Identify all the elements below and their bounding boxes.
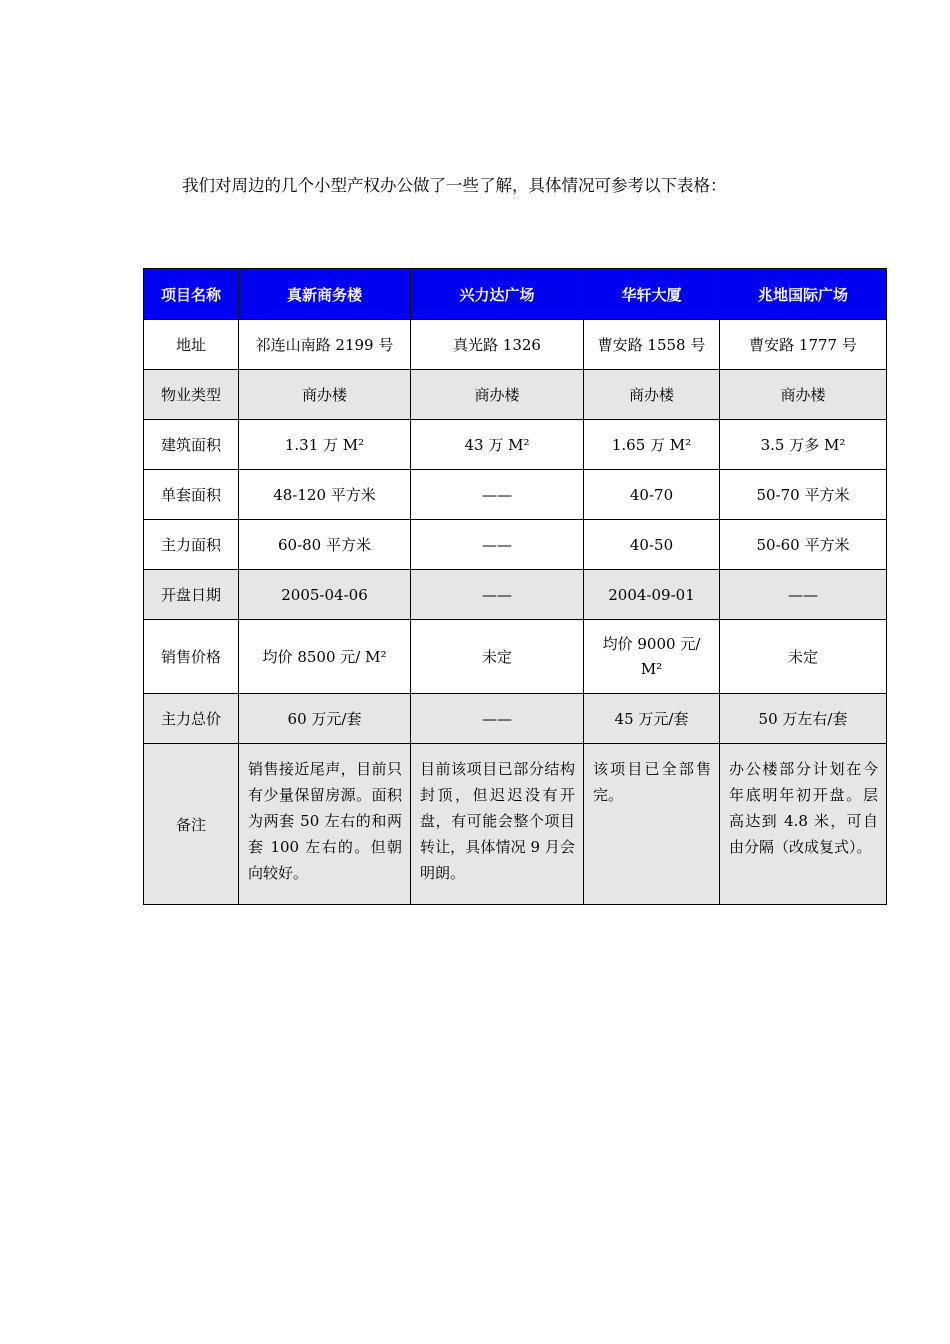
table-row-sale-price <box>144 620 887 694</box>
table-cell: 40-70 <box>584 470 720 520</box>
table-cell: 未定 <box>411 620 584 694</box>
row-label: 主力面积 <box>144 520 239 570</box>
row-label: 地址 <box>144 320 239 370</box>
table-cell: 1.31 万 M² <box>239 420 411 470</box>
row-label: 开盘日期 <box>144 570 239 620</box>
row-label: 物业类型 <box>144 370 239 420</box>
table-cell: 祁连山南路 2199 号 <box>239 320 411 370</box>
table-cell: 50 万左右/套 <box>720 694 887 744</box>
table-cell: 1.65 万 M² <box>584 420 720 470</box>
row-label: 销售价格 <box>144 620 239 694</box>
table-cell: 3.5 万多 M² <box>720 420 887 470</box>
table-cell: 48-120 平方米 <box>239 470 411 520</box>
row-label: 备注 <box>144 744 239 905</box>
table-cell: 商办楼 <box>720 370 887 420</box>
table-cell: —— <box>720 570 887 620</box>
table-row-remarks <box>144 744 887 905</box>
header-cell-zhenxin: 真新商务楼 <box>239 269 411 320</box>
table-cell: —— <box>411 570 584 620</box>
remark-cell: 办公楼部分计划在今年底明年初开盘。层高达到 4.8 米，可自由分隔（改成复式）。 <box>720 744 887 905</box>
table-row-building-area <box>144 420 887 470</box>
table-row-address <box>144 320 887 370</box>
header-cell-huaxuan: 华轩大厦 <box>584 269 720 320</box>
table-cell: 未定 <box>720 620 887 694</box>
table-cell: 60-80 平方米 <box>239 520 411 570</box>
remark-cell: 目前该项目已部分结构封顶，但迟迟没有开盘，有可能会整个项目转让，具体情况 9 月会明朗。 <box>411 744 584 905</box>
table-cell: 曹安路 1558 号 <box>584 320 720 370</box>
project-comparison-table <box>143 268 887 905</box>
row-label: 单套面积 <box>144 470 239 520</box>
table-row-total-price <box>144 694 887 744</box>
table-cell: 商办楼 <box>411 370 584 420</box>
table-cell: 60 万元/套 <box>239 694 411 744</box>
table-cell: —— <box>411 470 584 520</box>
table-cell: 43 万 M² <box>411 420 584 470</box>
table-cell: 曹安路 1777 号 <box>720 320 887 370</box>
remark-cell: 该项目已全部售完。 <box>584 744 720 905</box>
row-label: 建筑面积 <box>144 420 239 470</box>
table-row-main-area <box>144 520 887 570</box>
table-cell: 45 万元/套 <box>584 694 720 744</box>
remark-cell: 销售接近尾声，目前只有少量保留房源。面积为两套 50 左右的和两套 100 左右的。但朝向较好。 <box>239 744 411 905</box>
table-cell: —— <box>411 520 584 570</box>
table-cell: 50-60 平方米 <box>720 520 887 570</box>
table-header-row <box>144 269 887 320</box>
table-cell: 2004-09-01 <box>584 570 720 620</box>
header-cell-zhaodi: 兆地国际广场 <box>720 269 887 320</box>
header-cell-xinglida: 兴力达广场 <box>411 269 584 320</box>
table-cell: 真光路 1326 <box>411 320 584 370</box>
table-cell: 商办楼 <box>584 370 720 420</box>
header-cell-project-name: 项目名称 <box>144 269 239 320</box>
table-cell: 商办楼 <box>239 370 411 420</box>
table-cell: —— <box>411 694 584 744</box>
row-label: 主力总价 <box>144 694 239 744</box>
intro-paragraph: 我们对周边的几个小型产权办公做了一些了解，具体情况可参考以下表格： <box>182 176 727 195</box>
table-cell: 2005-04-06 <box>239 570 411 620</box>
table-row-opening-date <box>144 570 887 620</box>
table-cell: 40-50 <box>584 520 720 570</box>
table-row-unit-area <box>144 470 887 520</box>
table-cell: 50-70 平方米 <box>720 470 887 520</box>
table-row-property-type <box>144 370 887 420</box>
table-cell: 均价 9000 元/ M² <box>584 620 720 694</box>
table-cell: 均价 8500 元/ M² <box>239 620 411 694</box>
